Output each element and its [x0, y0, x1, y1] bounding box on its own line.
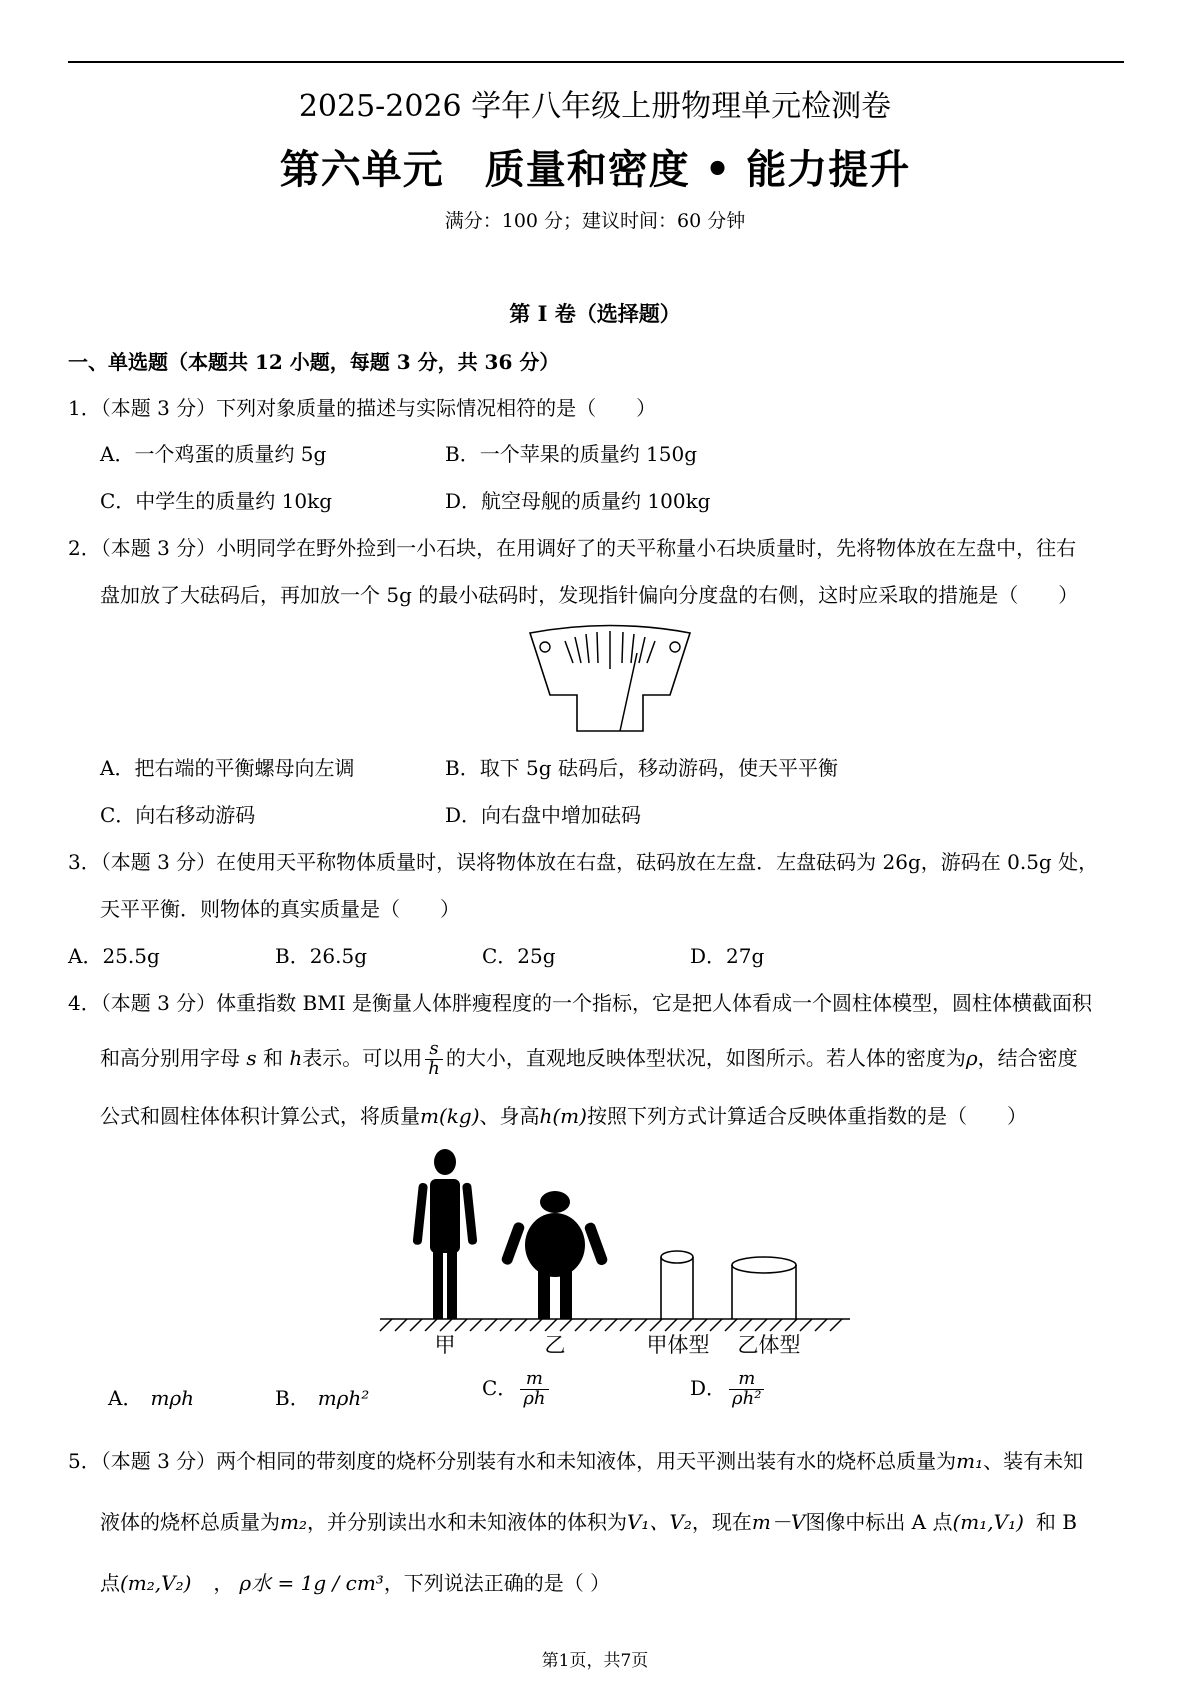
question-2-text-cont: 盘加放了大砝码后，再加放一个 5g 的最小砝码时，发现指针偏向分度盘的右侧，这时应采取的措施是（ ） [100, 583, 1079, 607]
thin-cylinder [661, 1251, 693, 1319]
header-rule [68, 61, 1124, 63]
wide-cylinder [732, 1257, 796, 1319]
question-5-line1: 5．（本题 3 分）两个相同的带刻度的烧杯分别装有水和未知液体，用天平测出装有水的烧杯总质量为m₁、装有未知 [68, 1449, 1084, 1473]
q1-option-a: A．一个鸡蛋的质量约 5g [100, 442, 327, 466]
q4-option-c-fraction: $\frac{m}{\rho h}$ [520, 1370, 548, 1409]
balance-dial-figure [525, 623, 695, 735]
q4-option-b: B． mρh² [275, 1386, 370, 1410]
q1-option-d: D．航空母舰的质量约 100kg [445, 489, 711, 513]
question-4-line2: 和高分别用字母 s 和 h表示。可以用 $\frac{s}{h}$ 的大小，直观地反映体型状况，如图所示。若人体的密度为ρ，结合密度 [100, 1038, 1078, 1079]
q1-option-b: B．一个苹果的质量约 150g [445, 442, 698, 466]
exam-subtitle: 第六单元 质量和密度 • 能力提升 [279, 146, 911, 193]
question-1-text: 1．（本题 3 分）下列对象质量的描述与实际情况相符的是（ ） [68, 396, 657, 420]
exam-info: 满分：100 分；建议时间：60 分钟 [444, 210, 746, 232]
q2-option-c: C．向右移动游码 [100, 803, 256, 827]
question-5-line3: 点(m₂,V₂) ， ρ水 = 1g / cm³，下列说法正确的是（ ） [100, 1571, 611, 1595]
q3-option-b: B．26.5g [275, 944, 368, 968]
question-3-text-cont: 天平平衡．则物体的真实质量是（ ） [100, 897, 460, 921]
q3-option-d: D．27g [690, 944, 765, 968]
question-2-text: 2．（本题 3 分）小明同学在野外捡到一小石块，在用调好了的天平称量小石块质量时，先将物体放在左盘中，往右 [68, 536, 1077, 560]
part-title: 一、单选题（本题共 12 小题，每题 3 分，共 36 分） [68, 350, 560, 374]
q2-option-a: A．把右端的平衡螺母向左调 [100, 756, 355, 780]
section-title: 第 I 卷（选择题） [509, 301, 681, 326]
q4-option-d-fraction: $\frac{m}{\text{ρh²}}$ [729, 1370, 764, 1409]
q4-option-c: C． $\frac{m}{\rho h}$ [482, 1370, 552, 1409]
q4-option-d: D． $\frac{m}{\text{ρh²}}$ [690, 1370, 767, 1409]
q1-option-c: C．中学生的质量约 10kg [100, 489, 333, 513]
label-yi-type: 乙体型 [737, 1333, 801, 1357]
question-3-text: 3．（本题 3 分）在使用天平称物体质量时，误将物体放在右盘，砝码放在左盘．左盘砝码为 26g，游码在 0.5g 处， [68, 850, 1099, 874]
ground-line [380, 1319, 850, 1331]
page-footer: 第1页，共7页 [541, 1651, 649, 1671]
s-over-h-fraction: $\frac{s}{h}$ [425, 1040, 443, 1079]
label-jia-type: 甲体型 [646, 1333, 710, 1357]
wide-person-figure [500, 1191, 608, 1319]
tall-person-figure [413, 1149, 478, 1319]
question-4-line3: 公式和圆柱体体积计算公式，将质量m(kg)、身高h(m)按照下列方式计算适合反映体重指数的是（ ） [100, 1104, 1027, 1128]
label-jia: 甲 [434, 1333, 456, 1357]
q3-option-a: A．25.5g [68, 944, 160, 968]
q4-option-a: A． mρh [108, 1386, 195, 1410]
q3-option-c: C．25g [482, 944, 556, 968]
label-yi: 乙 [544, 1333, 566, 1357]
bmi-figure [375, 1145, 855, 1360]
q2-option-d: D．向右盘中增加砝码 [445, 803, 642, 827]
question-4-text: 4．（本题 3 分）体重指数 BMI 是衡量人体胖瘦程度的一个指标，它是把人体看成一个圆柱体模型，圆柱体横截面积 [68, 991, 1092, 1015]
question-5-line2: 液体的烧杯总质量为m₂，并分别读出水和未知液体的体积为V₁、V₂，现在m－V图像中标出 A 点(m₁,V₁) 和 B [100, 1510, 1077, 1534]
q2-option-b: B．取下 5g 砝码后，移动游码，使天平平衡 [445, 756, 838, 780]
exam-title: 2025-2026 学年八年级上册物理单元检测卷 [298, 89, 892, 124]
